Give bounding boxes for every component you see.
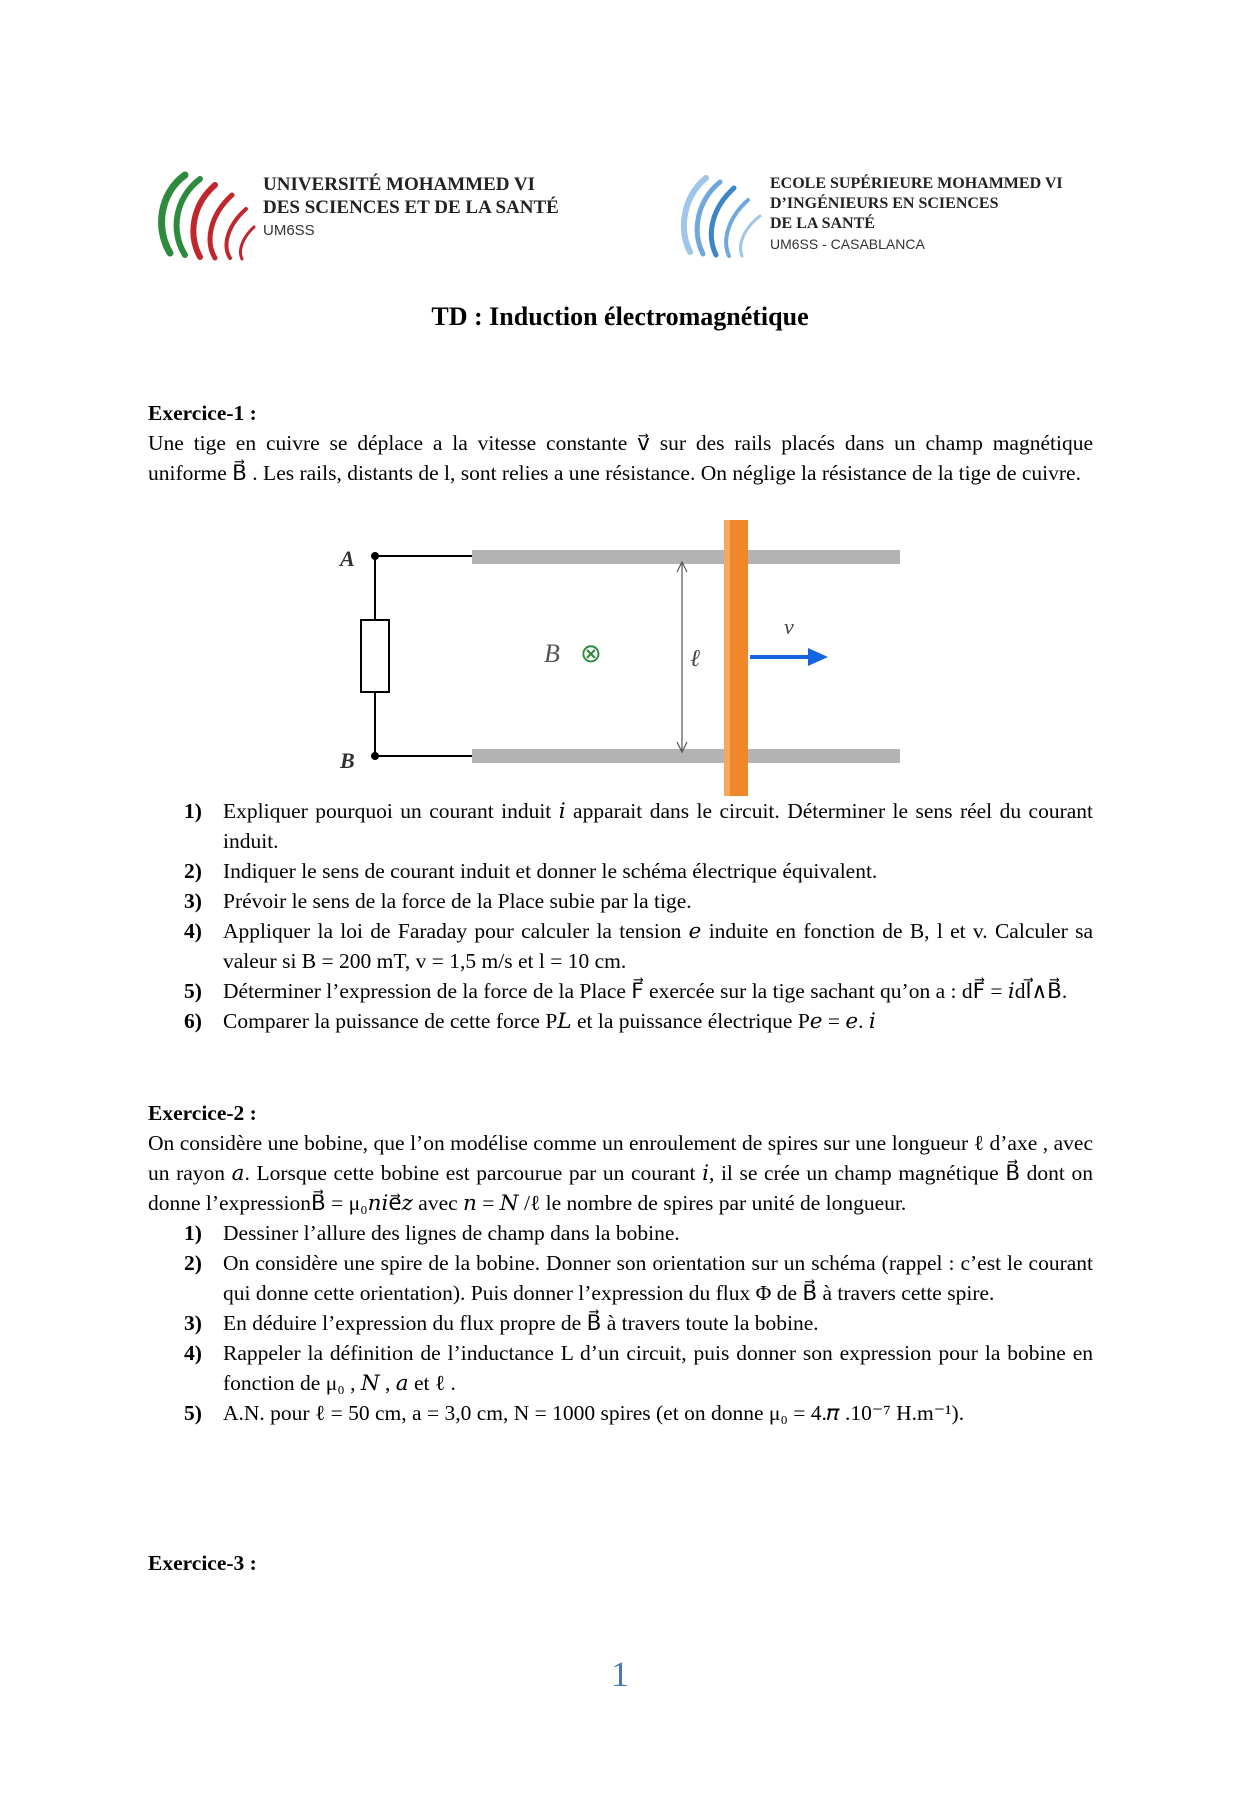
exercise-1: [148, 398, 1093, 488]
length-label: ℓ: [690, 646, 700, 672]
question-number: 6): [184, 1009, 202, 1033]
question-item: [148, 976, 1093, 1006]
school-name-line2: D’INGÉNIEURS EN SCIENCES: [770, 195, 999, 212]
bottom-rail: [472, 749, 900, 763]
question-text: Rappeler la définition de l’inductance L d’un circuit, puis donner son expression pour la bobine en fonction de μ₀ , 𝑁 , 𝑎 et ℓ .: [223, 1341, 1093, 1395]
label-b: B: [340, 748, 355, 773]
document-title: TD : Induction électromagnétique: [431, 302, 809, 331]
university-name: [263, 173, 559, 242]
velocity-arrow-head-icon: [808, 648, 828, 666]
question-number: 3): [184, 889, 202, 913]
terminal-a: [371, 552, 379, 560]
question-text: Comparer la puissance de cette force P𝐿 et la puissance électrique P𝑒 = 𝑒. 𝑖: [223, 1009, 876, 1033]
question-number: 1): [184, 799, 202, 823]
question-number: 4): [184, 1341, 202, 1365]
resistor: [361, 620, 389, 692]
exercise-3: [148, 1548, 1093, 1578]
question-item: [148, 1006, 1093, 1036]
field-label: B⃗: [544, 639, 581, 668]
question-number: 5): [184, 1401, 202, 1425]
question-number: 1): [184, 1221, 202, 1245]
question-item: [148, 916, 1093, 976]
question-text: On considère une spire de la bobine. Donner son orientation sur un schéma (rappel : c’est le courant qui donne cette orientation). Puis donner l’expression du flux Φ de B⃗ à travers cette spire.: [223, 1251, 1093, 1305]
question-item: [148, 1248, 1093, 1308]
university-name-line2: DES SCIENCES ET DE LA SANTÉ: [263, 197, 559, 218]
exercise-2-intro: On considère une bobine, que l’on modélise comme un enroulement de spires sur une longueur ℓ d’axe , avec un rayon 𝑎. Lorsque cette bobine est parcourue par un courant 𝑖, il se crée un champ magnétique B⃗ dont on donne l’expressionB⃗ = μ₀𝑛𝑖e⃗𝑧 avec 𝑛 = 𝑁 /ℓ le nombre de spires par unité de longueur.: [148, 1131, 1093, 1215]
school-name-line3: DE LA SANTÉ: [770, 215, 875, 232]
question-number: 4): [184, 919, 202, 943]
rail-circuit-diagram: [330, 516, 900, 801]
university-acronym: UM6SS: [263, 222, 315, 239]
question-number: 2): [184, 1251, 202, 1275]
question-item: [148, 1218, 1093, 1248]
question-item: [148, 796, 1093, 856]
exercise-1-intro: Une tige en cuivre se déplace a la vitesse constante v⃗ sur des rails placés dans un champ magnétique uniforme B⃗ . Les rails, distants de l, sont relies a une résistance. On néglige la résistance de la tige de cuivre.: [148, 431, 1093, 485]
university-name-line1: UNIVERSITÉ MOHAMMED VI: [263, 174, 536, 195]
question-item: [148, 886, 1093, 916]
question-item: [148, 1308, 1093, 1338]
school-name: [770, 174, 1063, 254]
question-number: 5): [184, 979, 202, 1003]
school-logo: [676, 168, 766, 258]
school-name-line1: ECOLE SUPÉRIEURE MOHAMMED VI: [770, 175, 1063, 192]
question-item: [148, 1338, 1093, 1398]
question-item: [148, 1398, 1093, 1428]
university-emblem-icon: [150, 163, 260, 263]
university-logo: [150, 163, 260, 263]
question-text: Indiquer le sens de courant induit et donner le schéma électrique équivalent.: [223, 859, 878, 883]
question-text: Appliquer la loi de Faraday pour calculer la tension 𝑒 induite en fonction de B, l et v. Calculer sa valeur si B = 200 mT, v = 1,5 m/s et l = 10 cm.: [223, 919, 1093, 973]
exercise-2-heading: Exercice-2 :: [148, 1101, 257, 1125]
question-text: Prévoir le sens de la force de la Place subie par la tige.: [223, 889, 692, 913]
exercise-1-heading: Exercice-1 :: [148, 401, 257, 425]
question-text: En déduire l’expression du flux propre de B⃗ à travers toute la bobine.: [223, 1311, 819, 1335]
velocity-label: v⃗: [784, 614, 811, 639]
field-into-page-icon: ⊗: [580, 639, 602, 668]
page-number: 1: [611, 1654, 629, 1694]
top-rail: [472, 550, 900, 564]
question-number: 3): [184, 1311, 202, 1335]
question-text: Expliquer pourquoi un courant induit 𝑖 apparait dans le circuit. Déterminer le sens réel du courant induit.: [223, 799, 1093, 853]
exercise-3-heading: Exercice-3 :: [148, 1551, 257, 1575]
question-text: A.N. pour ℓ = 50 cm, a = 3,0 cm, N = 1000 spires (et on donne μ₀ = 4.𝜋 .10⁻⁷ H.m⁻¹).: [223, 1401, 965, 1425]
question-item: [148, 856, 1093, 886]
question-text: Déterminer l’expression de la force de la Place F⃗ exercée sur la tige sachant qu’on a : dF⃗ = 𝑖dl⃗∧B⃗.: [223, 979, 1068, 1003]
label-a: A: [340, 546, 355, 571]
question-text: Dessiner l’allure des lignes de champ dans la bobine.: [223, 1221, 680, 1245]
exercise-1-questions: [148, 796, 1093, 1036]
question-number: 2): [184, 859, 202, 883]
school-emblem-icon: [676, 168, 766, 258]
exercise-2: [148, 1098, 1093, 1428]
terminal-b: [371, 752, 379, 760]
school-location: UM6SS - CASABLANCA: [770, 236, 925, 252]
